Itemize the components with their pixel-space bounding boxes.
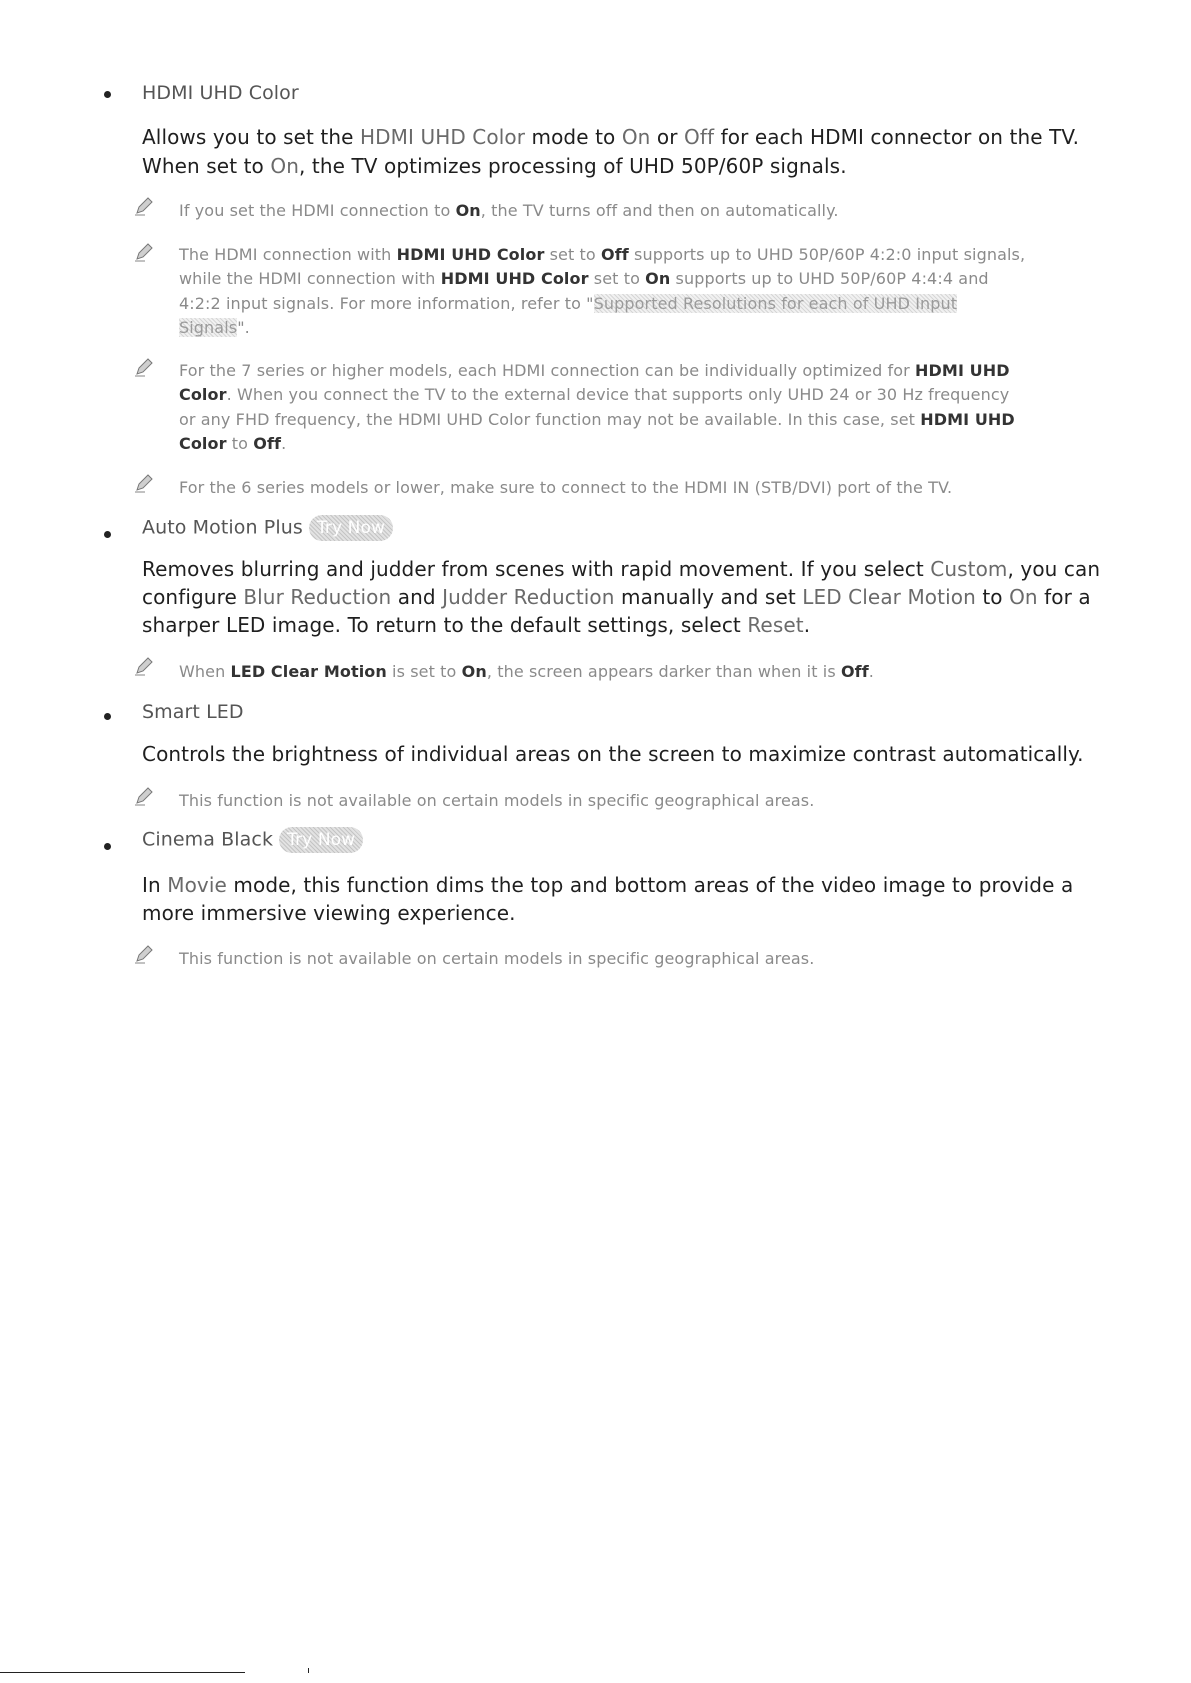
hdmi-note-4: For the 6 series models or lower, make sure to connect to the HDMI IN (STB/DVI) port of the TV. bbox=[179, 478, 953, 497]
bullet-dot-icon bbox=[104, 91, 111, 98]
link-supported-resolutions[interactable]: Supported Resolutions for each of UHD Input bbox=[593, 294, 958, 313]
bullet-dot-icon bbox=[104, 713, 111, 720]
hdmi-note-2-line-1: The HDMI connection with HDMI UHD Color set to Off supports up to UHD 50P/60P 4:2:0 input signals, bbox=[179, 245, 1026, 264]
heading-cinema-black: Cinema Black Try Now bbox=[142, 827, 363, 853]
hdmi-body-line-1: Allows you to set the HDMI UHD Color mode to On or Off for each HDMI connector on the TV. bbox=[142, 125, 1080, 149]
hdmi-note-2-line-4: Signals". bbox=[179, 318, 250, 337]
hdmi-note-3-line-4: Color to Off. bbox=[179, 434, 287, 453]
try-now-button[interactable]: Try Now bbox=[279, 827, 363, 853]
hdmi-note-3-line-2: Color. When you connect the TV to the external device that supports only UHD 24 or 30 Hz frequency bbox=[179, 385, 1010, 404]
hdmi-note-2-line-3: 4:2:2 input signals. For more information, refer to "Supported Resolutions for each of UHD Input bbox=[179, 294, 958, 313]
pencil-note-icon bbox=[133, 195, 155, 217]
pencil-note-icon bbox=[133, 655, 155, 677]
smart-note-1: This function is not available on certain models in specific geographical areas. bbox=[179, 791, 815, 810]
bullet-dot-icon bbox=[104, 843, 111, 850]
heading-smart-led: Smart LED bbox=[142, 701, 244, 723]
footnote-rule bbox=[0, 1672, 245, 1673]
hdmi-note-3-line-1: For the 7 series or higher models, each HDMI connection can be individually optimized for HDMI UHD bbox=[179, 361, 1010, 380]
hdmi-note-2-line-2: while the HDMI connection with HDMI UHD Color set to On supports up to UHD 50P/60P 4:4:4 and bbox=[179, 269, 989, 288]
pencil-note-icon bbox=[133, 356, 155, 378]
hdmi-note-1: If you set the HDMI connection to On, the TV turns off and then on automatically. bbox=[179, 201, 839, 220]
amp-body-line-2: configure Blur Reduction and Judder Reduction manually and set LED Clear Motion to On for a bbox=[142, 585, 1091, 609]
bullet-dot-icon bbox=[104, 531, 111, 538]
amp-body-line-3: sharper LED image. To return to the default settings, select Reset. bbox=[142, 613, 811, 637]
smart-body-line-1: Controls the brightness of individual areas on the screen to maximize contrast automatically. bbox=[142, 742, 1084, 766]
pencil-note-icon bbox=[133, 785, 155, 807]
pencil-note-icon bbox=[133, 943, 155, 965]
hdmi-body-line-2: When set to On, the TV optimizes processing of UHD 50P/60P signals. bbox=[142, 154, 847, 178]
cinema-body-line-1: In Movie mode, this function dims the top and bottom areas of the video image to provide a bbox=[142, 873, 1074, 897]
footnote-mark bbox=[308, 1668, 309, 1673]
try-now-button[interactable]: Try Now bbox=[309, 515, 393, 541]
amp-body-line-1: Removes blurring and judder from scenes with rapid movement. If you select Custom, you can bbox=[142, 557, 1101, 581]
heading-auto-motion-plus: Auto Motion Plus Try Now bbox=[142, 515, 393, 541]
heading-hdmi-uhd-color: HDMI UHD Color bbox=[142, 82, 299, 104]
pencil-note-icon bbox=[133, 241, 155, 263]
pencil-note-icon bbox=[133, 472, 155, 494]
amp-note-1: When LED Clear Motion is set to On, the screen appears darker than when it is Off. bbox=[179, 662, 874, 681]
cinema-note-1: This function is not available on certain models in specific geographical areas. bbox=[179, 949, 815, 968]
cinema-body-line-2: more immersive viewing experience. bbox=[142, 901, 516, 925]
link-supported-resolutions-cont[interactable]: Signals bbox=[179, 318, 238, 337]
hdmi-note-3-line-3: or any FHD frequency, the HDMI UHD Color function may not be available. In this case, set HDMI UHD bbox=[179, 410, 1015, 429]
